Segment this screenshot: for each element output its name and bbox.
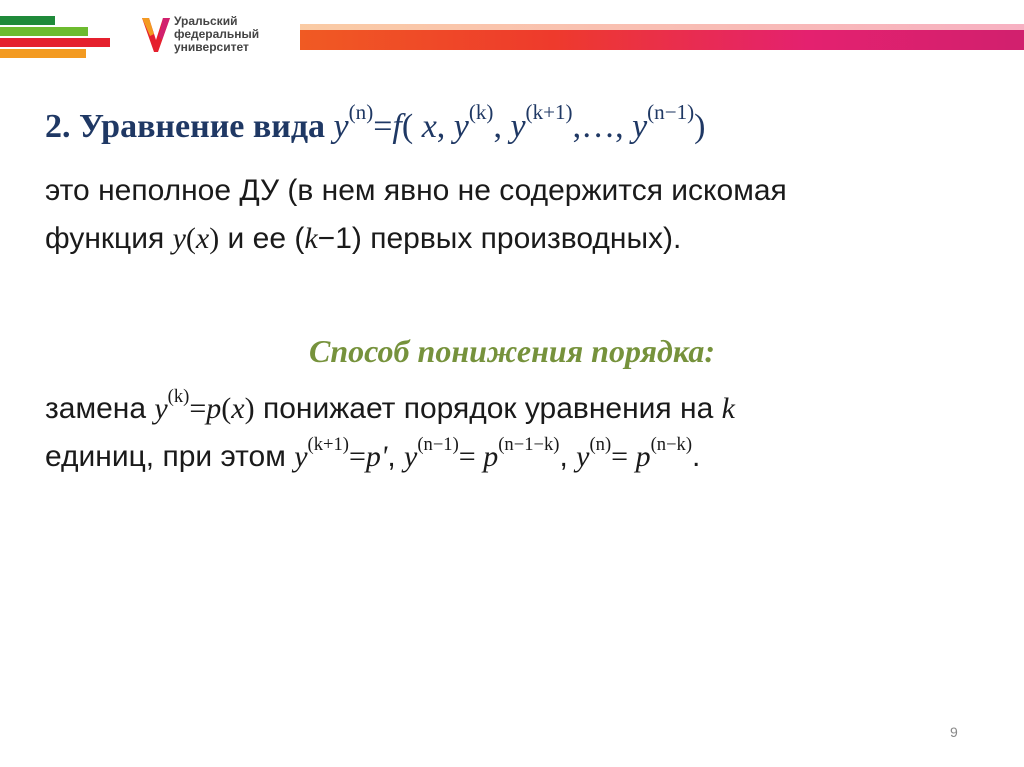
line5-pc: )	[244, 392, 255, 425]
line6-y3: y	[576, 440, 590, 473]
line6-end: .	[692, 440, 701, 473]
logo-text	[174, 15, 259, 54]
title-x: x	[421, 108, 437, 145]
line5-y-sup: (k)	[167, 386, 190, 408]
line3-t2: и ее (	[219, 222, 305, 255]
line6-sep2: ,	[559, 440, 577, 473]
line5-x: x	[231, 392, 245, 425]
title-y2-sup: (k)	[468, 100, 494, 125]
substitution-line-2	[45, 434, 701, 474]
logo-line-1: Уральский	[174, 14, 238, 28]
title-dots: ,…,	[572, 108, 633, 145]
title-f: f	[392, 108, 402, 145]
line6-eq1: =	[348, 440, 366, 473]
title-y3-sup: (k+1)	[525, 100, 573, 125]
header-stripe-red	[0, 38, 110, 47]
line3-paren-open: (	[185, 222, 196, 255]
header-stripe-light-green	[0, 27, 88, 36]
title-close: )	[694, 108, 706, 145]
line3-t1: функция	[45, 222, 173, 255]
line3-paren-close: )	[209, 222, 220, 255]
line6-y3-sup: (n)	[589, 434, 612, 456]
line3-x: x	[195, 222, 210, 255]
title-open: (	[401, 108, 422, 145]
title-y4: y	[632, 108, 648, 145]
line6-y1-sup: (k+1)	[307, 434, 349, 456]
title-comma-2: ,	[493, 108, 511, 145]
line6-y2-sup: (n−1)	[417, 434, 459, 456]
slide-title	[45, 100, 706, 146]
line6-eq3: =	[611, 440, 636, 473]
title-y4-sup: (n−1)	[647, 100, 695, 125]
line6-y2: y	[404, 440, 418, 473]
line3-t3: −1) первых производных).	[317, 222, 682, 255]
line5-k: k	[721, 392, 735, 425]
title-y3: y	[510, 108, 526, 145]
logo-line-3: университет	[174, 40, 249, 54]
line5-t1: замена	[45, 392, 155, 425]
header-stripe-long	[300, 30, 1024, 50]
header-stripe-orange	[0, 49, 86, 58]
header-stripe-dark-green	[0, 16, 55, 25]
method-heading: Способ понижения порядка:	[309, 333, 715, 369]
description-line-1: это неполное ДУ (в нем явно не содержится искомая	[45, 174, 787, 207]
title-y2: y	[453, 108, 469, 145]
line6-p3-sup: (n−k)	[650, 434, 693, 456]
line5-p: p	[206, 392, 222, 425]
line5-po: (	[221, 392, 232, 425]
line3-k: k	[304, 222, 318, 255]
urfu-logo-icon	[140, 14, 172, 56]
substitution-line-1	[45, 386, 735, 426]
logo-line-2: федеральный	[174, 27, 260, 41]
title-y1-sup: (n)	[348, 100, 374, 125]
page-number: 9	[950, 724, 958, 740]
line6-eq2: =	[458, 440, 484, 473]
title-eq: =	[373, 108, 393, 145]
title-comma-1: ,	[436, 108, 454, 145]
line5-t2: понижает порядок уравнения на	[254, 392, 722, 425]
line5-y: y	[154, 392, 168, 425]
line6-y1: y	[294, 440, 308, 473]
description-line-2	[45, 222, 681, 256]
line6-p2: p	[483, 440, 499, 473]
title-y1: y	[333, 108, 349, 145]
line5-eq: =	[189, 392, 207, 425]
title-prefix: 2. Уравнение вида	[45, 108, 334, 145]
line6-sep1: ,	[387, 440, 404, 473]
line3-y: y	[172, 222, 186, 255]
line6-t1: единиц, при этом	[45, 440, 295, 473]
line6-p2-sup: (n−1−k)	[498, 434, 560, 456]
line6-p1: p'	[365, 440, 388, 473]
university-logo	[140, 12, 300, 58]
line6-p3: p	[635, 440, 651, 473]
